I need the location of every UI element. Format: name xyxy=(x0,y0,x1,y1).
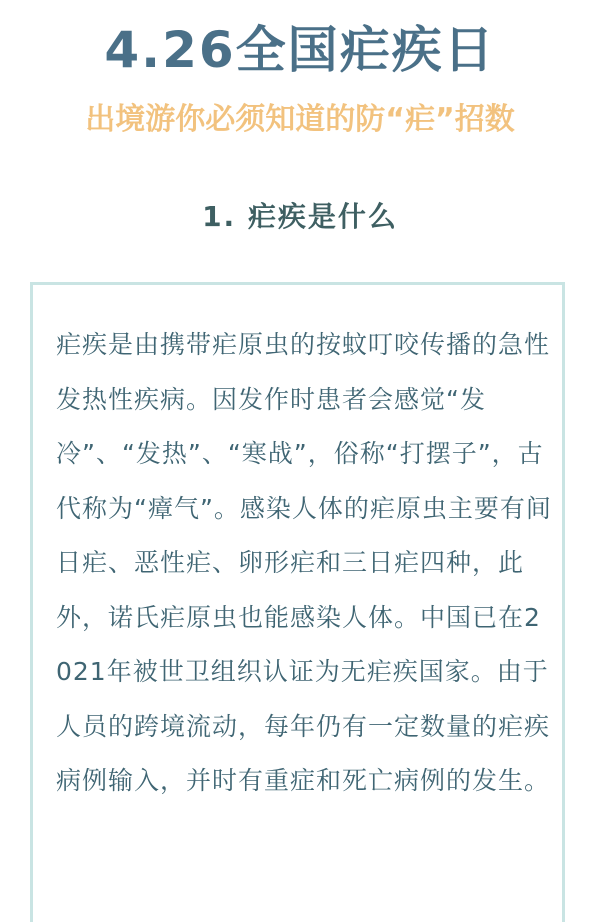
page-title: 4.26全国疟疾日 xyxy=(104,21,496,79)
section-heading: 1. 疟疾是什么 xyxy=(202,200,398,233)
body-paragraph: 疟疾是由携带疟原虫的按蚊叮咬传播的急性发热性疾病。因发作时患者会感觉“发冷”、“发热”、“寒战”，俗称“打摆子”，古代称为“瘴气”。感染人体的疟原虫主要有间日疟、恶性疟、卵形疟和三日疟四种，此外，诺氏疟原虫也能感染人体。中国已在2021年被世卫组织认证为无疟疾国家。由于人员的跨境流动，每年仍有一定数量的疟疾病例输入，并时有重症和死亡病例的发生。 xyxy=(56,330,552,795)
page-subtitle: 出境游你必须知道的防“疟”招数 xyxy=(85,102,515,137)
